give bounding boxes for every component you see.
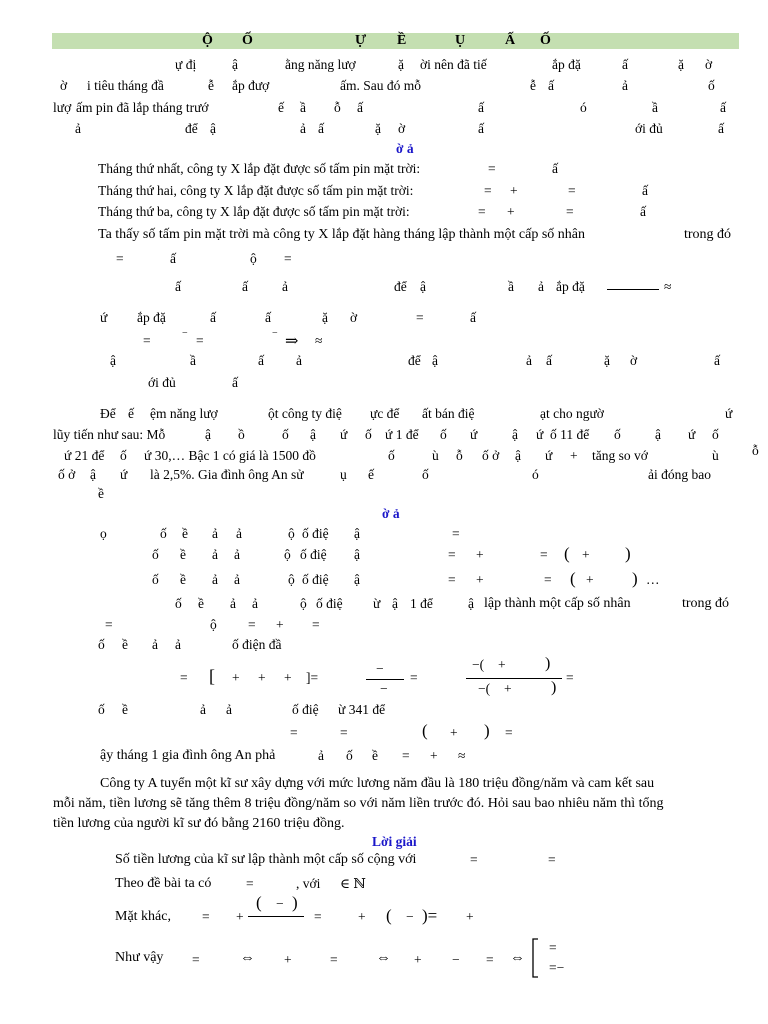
text-fragment: ề <box>122 637 128 652</box>
text-fragment: , với <box>296 876 321 891</box>
math-symbol: = <box>544 572 552 587</box>
text-fragment: ố <box>712 427 719 442</box>
math-symbol: ≈ <box>458 748 466 763</box>
math-symbol: + <box>586 572 594 587</box>
math-symbol: = <box>202 909 210 924</box>
text-fragment: tăng so vớ <box>592 448 648 463</box>
text-fragment: ỗ <box>456 448 463 463</box>
text-fragment: ả <box>212 547 218 562</box>
text-fragment: ấ <box>552 161 558 176</box>
text-fragment: ó <box>532 467 539 482</box>
text-fragment: ố <box>422 467 429 482</box>
text-fragment: ờ <box>705 57 713 72</box>
text-fragment: ứ <box>725 406 733 421</box>
math-symbol: ( <box>386 906 392 925</box>
text-fragment: ố <box>708 78 715 93</box>
math-symbol: + <box>236 909 244 924</box>
math-symbol: = <box>452 526 460 541</box>
text-fragment: ậ <box>432 353 438 368</box>
math-symbol: + <box>276 617 284 632</box>
text-fragment: ấ <box>170 251 176 266</box>
text-fragment: ậy tháng 1 gia đình ông An phả <box>100 748 276 763</box>
text-fragment: ả <box>75 121 81 136</box>
text-fragment: lập thành một cấp số nhân <box>484 596 631 611</box>
math-symbol: + <box>284 670 292 685</box>
text-fragment: ậ <box>90 467 96 482</box>
math-symbol: = <box>549 940 557 955</box>
month3-text: Tháng thứ ba, công ty X lắp đặt được số tấm pin mặt trời: <box>98 204 410 219</box>
text-fragment: ậ <box>468 596 474 611</box>
solution-step-4: Như vậy <box>115 950 164 965</box>
math-symbol: = <box>284 251 292 266</box>
text-fragment: ỗ <box>752 443 759 458</box>
text-fragment: ấ <box>265 310 271 325</box>
text-fragment: ề <box>180 572 186 587</box>
math-symbol: = <box>548 852 556 867</box>
text-fragment: ố <box>152 572 159 587</box>
text-fragment: ầ <box>190 353 196 368</box>
text-fragment: ờ <box>398 121 406 136</box>
text-fragment: ả <box>230 596 236 611</box>
math-symbol: = <box>566 204 574 219</box>
text-fragment: ả <box>212 526 218 541</box>
math-symbol: ( <box>564 544 570 563</box>
text-fragment: ất bán điệ <box>422 406 475 421</box>
text-fragment: ấ <box>258 353 264 368</box>
title-glyph: Ố <box>242 33 253 48</box>
text-fragment: ực để <box>370 406 400 421</box>
math-symbol: = <box>105 617 113 632</box>
text-fragment: ọ <box>100 526 107 541</box>
text-fragment: ả <box>212 572 218 587</box>
text-fragment: ấ <box>357 100 363 115</box>
text-fragment: ả <box>538 279 544 294</box>
math-symbol: −( <box>478 681 491 696</box>
text-fragment: 1 để <box>410 596 433 611</box>
math-symbol: + <box>510 183 518 198</box>
text-fragment: ù <box>712 448 719 463</box>
text-fragment: ấ <box>720 100 726 115</box>
text-fragment: ệm năng lượ <box>150 406 218 421</box>
text-fragment: ố <box>365 427 372 442</box>
solution-step-1: Số tiền lương của kĩ sư lập thành một cấp số cộng với <box>115 852 417 867</box>
text-fragment: ù <box>432 448 439 463</box>
math-symbol: =− <box>549 960 565 975</box>
math-symbol: = <box>196 333 204 348</box>
problem3-intro-line1: Công ty A tuyển một kĩ sư xây dựng với mức lương năm đầu là 180 triệu đồng/năm và cam kết sau <box>100 776 655 791</box>
text-fragment: lượ <box>53 100 72 115</box>
text-fragment: ậ <box>655 427 661 442</box>
text-fragment: ộ <box>250 251 257 266</box>
text-fragment: ố <box>160 526 167 541</box>
text-fragment: ấm pin đã lắp tháng trướ <box>76 100 209 115</box>
fraction-bar <box>607 289 659 290</box>
problem3-intro-line2: mỗi năm, tiền lương sẽ tăng thêm 8 triệu đồng/năm so với năm liền trước đó. Hỏi sau bao nhiêu năm thì tổng <box>53 796 664 811</box>
math-symbol: + <box>582 547 590 562</box>
math-symbol: + <box>504 681 512 696</box>
text-fragment: ới đủ <box>148 375 176 390</box>
text-fragment: ắp đặ <box>556 279 585 294</box>
text-fragment: ố ở <box>58 467 76 482</box>
text-fragment: ố <box>388 448 395 463</box>
text-fragment: ứ <box>340 427 348 442</box>
math-symbol: + <box>430 748 438 763</box>
text-fragment: ả <box>300 121 306 136</box>
text-fragment: ề <box>372 748 378 763</box>
text-fragment: để <box>408 353 421 368</box>
math-symbol: = <box>410 670 418 685</box>
text-fragment: ắp đặ <box>552 57 581 72</box>
text-fragment: ề <box>98 486 104 501</box>
text-fragment: ộ <box>210 617 217 632</box>
text-fragment: ả <box>234 572 240 587</box>
text-fragment: ề <box>122 702 128 717</box>
math-symbol: + <box>284 952 292 967</box>
math-symbol: ⇔ <box>376 950 391 966</box>
text-fragment: ời nên đã tiế <box>420 57 487 72</box>
math-symbol: ) <box>545 655 551 672</box>
text-fragment: ề <box>180 547 186 562</box>
math-symbol: = <box>568 183 576 198</box>
text-fragment: ộ <box>284 547 291 562</box>
math-symbol: + <box>507 204 515 219</box>
problem3-intro-line3: tiền lương của người kĩ sư đó bằng 2160 triệu đồng. <box>53 816 345 831</box>
math-symbol: = <box>484 183 492 198</box>
math-symbol: + <box>570 448 578 463</box>
math-symbol: = <box>248 617 256 632</box>
text-fragment: ậ <box>354 547 360 562</box>
text-fragment: ố <box>120 448 127 463</box>
text-fragment: ố <box>98 702 105 717</box>
math-symbol: ≈ <box>315 333 323 348</box>
math-symbol: − <box>452 952 460 967</box>
text-fragment: ấ <box>718 121 724 136</box>
text-fragment: ố <box>175 596 182 611</box>
fraction-bar <box>248 916 304 917</box>
text-fragment: ố điện đầ <box>232 637 282 652</box>
text-fragment: trong đó <box>684 227 732 242</box>
text-fragment: ứ 1 để <box>385 427 419 442</box>
text-fragment: ả <box>252 596 258 611</box>
math-symbol: = <box>488 161 496 176</box>
math-symbol: − <box>380 681 388 696</box>
text-fragment: ậ <box>232 57 238 72</box>
title-glyph: Ấ <box>505 33 516 48</box>
bracket-symbol <box>530 938 540 978</box>
text-fragment: ó <box>580 100 587 115</box>
math-symbol: ⇔ <box>510 950 525 966</box>
text-fragment: ờ <box>350 310 358 325</box>
solution-step-2: Theo đề bài ta có <box>115 876 212 891</box>
text-fragment: ải đóng bao <box>648 467 711 482</box>
text-fragment: để <box>394 279 407 294</box>
math-symbol: = <box>192 952 200 967</box>
text-fragment: ứ <box>120 467 128 482</box>
math-symbol: = <box>402 748 410 763</box>
text-fragment: ấ <box>242 279 248 294</box>
text-fragment: ố <box>614 427 621 442</box>
math-symbol: + <box>232 670 240 685</box>
text-fragment: ắp đượ <box>232 78 270 93</box>
text-fragment: ấ <box>546 353 552 368</box>
math-symbol: = <box>448 572 456 587</box>
math-symbol: … <box>646 572 660 587</box>
solution-label: Lời giải <box>372 834 417 849</box>
text-fragment: ả <box>175 637 181 652</box>
math-symbol: − <box>182 328 188 339</box>
text-fragment: ặ <box>678 57 684 72</box>
text-fragment: ạt cho ngườ <box>540 406 604 421</box>
math-symbol: + <box>358 909 366 924</box>
text-fragment: ồ <box>238 427 245 442</box>
text-fragment: ố ở <box>482 448 500 463</box>
text-fragment: ụ <box>340 467 347 482</box>
math-symbol: = <box>180 670 188 685</box>
text-fragment: ả <box>236 526 242 541</box>
text-fragment: ới đủ <box>635 121 663 136</box>
text-fragment: ứ 30,… Bậc 1 có giá là 1500 đồ <box>144 448 316 463</box>
math-symbol: = <box>290 725 298 740</box>
text-fragment: ả <box>282 279 288 294</box>
text-fragment: ậ <box>205 427 211 442</box>
text-fragment: ả <box>152 637 158 652</box>
text-fragment: ố điệ <box>302 572 329 587</box>
math-symbol: ( <box>256 893 262 912</box>
text-fragment: ấ <box>232 375 238 390</box>
math-symbol: + <box>498 657 506 672</box>
text-fragment: ề <box>198 596 204 611</box>
title-glyph: Ố <box>540 33 551 48</box>
math-symbol: = <box>416 310 424 325</box>
text-fragment: là 2,5%. Gia đình ông An sử <box>150 467 304 482</box>
text-fragment: ộ <box>288 526 295 541</box>
math-symbol: = <box>246 876 254 891</box>
text-fragment: ấ <box>175 279 181 294</box>
math-symbol: = <box>486 952 494 967</box>
title-glyph: Ề <box>397 33 407 48</box>
math-symbol: −( <box>472 657 485 672</box>
text-fragment: ứ <box>545 448 553 463</box>
text-fragment: ố điệ <box>302 526 329 541</box>
text-fragment: ậ <box>354 572 360 587</box>
text-fragment: ố <box>440 427 447 442</box>
text-fragment: ả <box>296 353 302 368</box>
math-symbol: ) <box>625 544 631 563</box>
math-symbol: ⇔ <box>240 950 255 966</box>
math-symbol: = <box>540 547 548 562</box>
math-symbol: = <box>448 547 456 562</box>
math-symbol: = <box>116 251 124 266</box>
text-fragment: ờ <box>60 78 68 93</box>
text-fragment: ự đị <box>175 57 197 72</box>
text-fragment: ậ <box>310 427 316 442</box>
math-symbol: = <box>340 725 348 740</box>
solution-step-3: Mặt khác, <box>115 909 171 924</box>
text-fragment: ậ <box>392 596 398 611</box>
math-symbol: = <box>478 204 486 219</box>
text-fragment: ố <box>346 748 353 763</box>
text-fragment: ầ <box>508 279 514 294</box>
fraction-bar <box>466 678 562 679</box>
text-fragment: Để <box>100 406 116 421</box>
text-fragment: ộ <box>300 596 307 611</box>
text-fragment: ả <box>526 353 532 368</box>
text-fragment: ặ <box>398 57 404 72</box>
text-fragment: ấ <box>478 100 484 115</box>
text-fragment: ứ <box>688 427 696 442</box>
section-title-bar <box>52 33 739 49</box>
text-fragment: ấ <box>640 204 646 219</box>
text-fragment: ậ <box>354 526 360 541</box>
text-fragment: ấ <box>210 310 216 325</box>
math-symbol: − <box>276 896 284 911</box>
math-symbol: ⇒ <box>285 333 299 350</box>
math-symbol: ]= <box>306 670 319 685</box>
text-fragment: trong đó <box>682 596 730 611</box>
text-fragment: ậ <box>420 279 426 294</box>
title-glyph: Ụ <box>455 33 466 48</box>
title-glyph: Ộ <box>202 33 213 48</box>
text-fragment: ễ <box>530 78 536 93</box>
text-fragment: ấ <box>548 78 554 93</box>
text-fragment: ặ <box>322 310 328 325</box>
math-symbol: ( <box>422 721 428 740</box>
math-symbol: = <box>314 909 322 924</box>
text-fragment: ả <box>234 547 240 562</box>
math-symbol: = <box>470 852 478 867</box>
math-symbol: ) <box>632 569 638 588</box>
observation-text: Ta thấy số tấm pin mặt trời mà công ty X lắp đặt hàng tháng lập thành một cấp số nhân <box>98 227 585 242</box>
math-symbol: ∈ ℕ <box>340 876 366 891</box>
math-symbol: ( <box>570 569 576 588</box>
text-fragment: ề <box>182 526 188 541</box>
text-fragment: ầ <box>652 100 658 115</box>
text-fragment: ố <box>98 637 105 652</box>
math-symbol: + <box>476 547 484 562</box>
math-symbol: ) <box>551 679 557 696</box>
text-fragment: ứ <box>536 427 544 442</box>
math-symbol: = <box>505 725 513 740</box>
title-glyph: Ự <box>355 33 367 48</box>
text-fragment: ậ <box>210 121 216 136</box>
math-symbol: = <box>566 670 574 685</box>
solution-label: ờ ả <box>382 506 400 521</box>
math-symbol: [ <box>209 666 215 686</box>
text-fragment: ậ <box>512 427 518 442</box>
text-fragment: ế <box>368 467 374 482</box>
text-fragment: ỗ <box>334 100 341 115</box>
text-fragment: ộ <box>288 572 295 587</box>
fraction-bar <box>366 679 404 680</box>
math-symbol: − <box>406 909 414 924</box>
text-fragment: ố điệ <box>292 702 319 717</box>
text-fragment: ả <box>318 748 324 763</box>
math-symbol: + <box>414 952 422 967</box>
text-fragment: ố 11 để <box>550 427 590 442</box>
text-fragment: lũy tiến như sau: Mỗ <box>53 427 166 442</box>
text-fragment: ố <box>282 427 289 442</box>
text-fragment: ấ <box>714 353 720 368</box>
text-fragment: ấ <box>622 57 628 72</box>
text-fragment: ấ <box>478 121 484 136</box>
text-fragment: ả <box>622 78 628 93</box>
text-fragment: ấ <box>642 183 648 198</box>
text-fragment: ừ 341 để <box>338 702 386 717</box>
text-fragment: ế <box>128 406 134 421</box>
text-fragment: ờ <box>630 353 638 368</box>
text-fragment: ắp đặ <box>137 310 166 325</box>
text-fragment: ậ <box>515 448 521 463</box>
text-fragment: ứ <box>470 427 478 442</box>
text-fragment: ả <box>226 702 232 717</box>
text-fragment: ố điệ <box>300 547 327 562</box>
text-fragment: ứ 21 để <box>64 448 105 463</box>
math-symbol: + <box>476 572 484 587</box>
text-fragment: ặ <box>375 121 381 136</box>
text-fragment: để <box>185 121 198 136</box>
text-fragment: ế <box>278 100 284 115</box>
solution-label: ờ ả <box>396 141 414 156</box>
text-fragment: ột công ty điệ <box>268 406 342 421</box>
text-fragment: ằng năng lượ <box>285 57 356 72</box>
math-symbol: = <box>312 617 320 632</box>
text-fragment: ễ <box>208 78 214 93</box>
month2-text: Tháng thứ hai, công ty X lắp đặt được số tấm pin mặt trời: <box>98 183 414 198</box>
text-fragment: ặ <box>604 353 610 368</box>
math-symbol: = <box>143 333 151 348</box>
text-fragment: ầ <box>300 100 306 115</box>
text-fragment: ấ <box>470 310 476 325</box>
text-fragment: ứ <box>100 310 108 325</box>
text-fragment: ả <box>200 702 206 717</box>
math-symbol: + <box>450 725 458 740</box>
math-symbol: ) <box>292 893 298 912</box>
text-fragment: ừ <box>373 596 381 611</box>
text-fragment: ậ <box>110 353 116 368</box>
math-symbol: + <box>258 670 266 685</box>
math-symbol: ≈ <box>664 279 672 294</box>
text-fragment: ố <box>152 547 159 562</box>
text-fragment: ấ <box>318 121 324 136</box>
math-symbol: = <box>330 952 338 967</box>
math-symbol: + <box>466 909 474 924</box>
math-symbol: − <box>272 328 278 339</box>
text-fragment: i tiêu tháng đầ <box>87 78 164 93</box>
math-symbol: )= <box>422 906 438 925</box>
month1-text: Tháng thứ nhất, công ty X lắp đặt được số tấm pin mặt trời: <box>98 161 421 176</box>
text-fragment: ố điệ <box>316 596 343 611</box>
text-fragment: ấm. Sau đó mỗ <box>340 78 421 93</box>
math-symbol: ) <box>484 721 490 740</box>
math-symbol: − <box>376 661 384 676</box>
